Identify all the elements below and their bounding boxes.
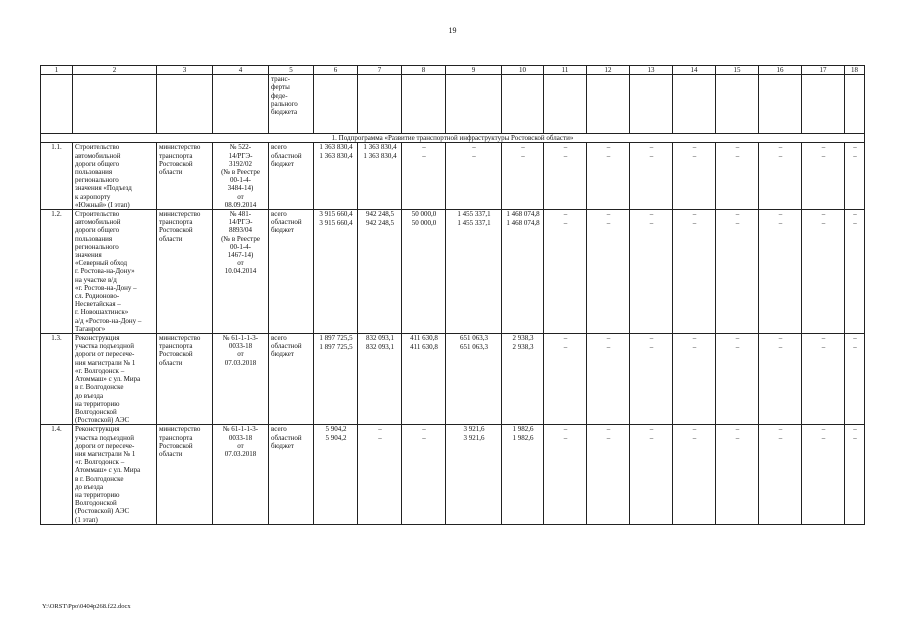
expertise-document (213, 143, 269, 210)
value-cell (402, 425, 446, 524)
header-cell (358, 75, 402, 134)
value-cell (673, 425, 716, 524)
value-total: – (649, 425, 654, 434)
value-cell (802, 143, 845, 210)
column-number-cell: 18 (845, 66, 865, 75)
value-total: – (692, 143, 697, 152)
executor (157, 334, 213, 425)
value-total: – (606, 143, 611, 152)
value-cell (759, 334, 802, 425)
cell-text: министерство транспорта Ростовской области (159, 425, 201, 458)
value-regional: – (563, 152, 568, 161)
value-regional: 5 904,2 (325, 434, 347, 443)
column-number-cell: 7 (358, 66, 402, 75)
header-cell (716, 75, 759, 134)
column-number-cell: 6 (314, 66, 358, 75)
value-total: – (853, 143, 857, 152)
value-cell (587, 334, 630, 425)
value-cell (502, 210, 544, 334)
value-total: – (778, 334, 783, 343)
value-cell (630, 425, 673, 524)
column-number-cell: 5 (269, 66, 314, 75)
value-regional: – (649, 434, 654, 443)
header-cell (157, 75, 213, 134)
value-regional: 1 455 337,1 (457, 219, 491, 228)
cell-text: министерство транспорта Ростовской области (159, 210, 201, 243)
value-regional: – (563, 434, 568, 443)
value-cell (314, 210, 358, 334)
column-number-cell: 3 (157, 66, 213, 75)
cell-text: 1.1. (51, 143, 62, 152)
executor (157, 210, 213, 334)
value-cell (446, 210, 502, 334)
header-cell (41, 75, 73, 134)
column-number-cell: 12 (587, 66, 630, 75)
value-cell (502, 143, 544, 210)
value-total: – (649, 210, 654, 219)
value-regional: 1 982,6 (512, 434, 534, 443)
value-regional: – (606, 343, 611, 352)
value-cell (759, 143, 802, 210)
value-total: – (472, 143, 476, 152)
header-cell (73, 75, 157, 134)
header-cell (314, 75, 358, 134)
column-number-cell: 10 (502, 66, 544, 75)
value-cell (716, 334, 759, 425)
value-cell (673, 334, 716, 425)
value-total: – (735, 425, 740, 434)
value-cell (446, 143, 502, 210)
header-cell (502, 75, 544, 134)
value-regional: – (853, 434, 857, 443)
value-total: – (422, 425, 426, 434)
value-regional: – (521, 152, 525, 161)
value-cell (845, 143, 865, 210)
column-number-cell: 9 (446, 66, 502, 75)
value-total: – (563, 143, 568, 152)
value-cell (544, 210, 587, 334)
value-regional: – (563, 219, 568, 228)
cell-text: № 61-1-1-3- 0033-18 от 07.03.2018 (222, 425, 259, 458)
value-total: 3 915 660,4 (319, 210, 353, 219)
cell-text: Реконструкция участка подъездной дороги от пересече- ния магистрали № 1 «г. Волгодонск – Атоммаш» с ул. Мира в г. Волгодонске до въезда на территорию Волгодонской (Ростовской) АЭС (75, 334, 141, 425)
value-regional: – (821, 343, 826, 352)
value-cell (673, 210, 716, 334)
value-regional: – (821, 434, 826, 443)
column-number-cell: 8 (402, 66, 446, 75)
cell-text: № 522- 14/РГЭ- 3192/02 (№ в Реестре 00-1-4- 3484-14) от 08.09.2014 (221, 143, 260, 209)
header-cell (446, 75, 502, 134)
column-number-cell: 16 (759, 66, 802, 75)
value-regional: – (649, 343, 654, 352)
source-total: всего (271, 334, 287, 343)
value-regional: – (778, 152, 783, 161)
source-total: всего (271, 425, 287, 434)
cell-text: 1.3. (51, 334, 62, 343)
value-cell (802, 334, 845, 425)
source-total: всего (271, 143, 287, 152)
value-regional: 50 000,0 (411, 219, 437, 228)
value-regional: 3 915 660,4 (319, 219, 353, 228)
value-regional: – (735, 434, 740, 443)
value-regional: – (649, 219, 654, 228)
value-cell (716, 210, 759, 334)
expertise-document (213, 210, 269, 334)
row-number (41, 334, 73, 425)
value-regional: – (821, 219, 826, 228)
value-cell (802, 425, 845, 524)
value-total: 942 248,5 (366, 210, 394, 219)
value-total: – (735, 210, 740, 219)
column-number-cell: 11 (544, 66, 587, 75)
value-cell (673, 143, 716, 210)
value-regional: 2 938,3 (512, 343, 534, 352)
header-cell (269, 75, 314, 134)
column-number-cell: 14 (673, 66, 716, 75)
value-total: – (853, 425, 857, 434)
value-regional: 1 363 830,4 (319, 152, 353, 161)
value-cell (716, 425, 759, 524)
value-cell (402, 143, 446, 210)
value-regional: 651 063,3 (460, 343, 488, 352)
header-cell (587, 75, 630, 134)
value-regional: – (606, 152, 611, 161)
expertise-document (213, 334, 269, 425)
value-cell (630, 210, 673, 334)
value-regional: 411 630,8 (410, 343, 438, 352)
header-cell (759, 75, 802, 134)
value-regional: – (606, 434, 611, 443)
source-regional-budget: областной бюджет (271, 218, 302, 235)
value-total: – (778, 143, 783, 152)
header-cell (213, 75, 269, 134)
value-total: – (649, 143, 654, 152)
value-regional: 832 093,1 (366, 343, 394, 352)
column-number-cell: 4 (213, 66, 269, 75)
value-total: 3 921,6 (463, 425, 485, 434)
value-total: – (606, 334, 611, 343)
cell-text: министерство транспорта Ростовской области (159, 334, 201, 367)
page-number: 19 (448, 26, 457, 35)
value-regional: – (735, 152, 740, 161)
value-total: – (606, 210, 611, 219)
value-cell (544, 143, 587, 210)
value-total: 1 455 337,1 (457, 210, 491, 219)
value-regional: – (472, 152, 476, 161)
column-number-row (41, 66, 865, 75)
value-total: – (422, 143, 426, 152)
cell-text: 1.2. (51, 210, 62, 219)
value-cell (358, 210, 402, 334)
value-regional: – (692, 219, 697, 228)
value-cell (587, 425, 630, 524)
column-number-cell: 15 (716, 66, 759, 75)
cell-text: № 61-1-1-3- 0033-18 от 07.03.2018 (222, 334, 259, 367)
value-regional: – (378, 434, 382, 443)
row-number (41, 210, 73, 334)
source-total: всего (271, 210, 287, 219)
column-number-cell: 1 (41, 66, 73, 75)
value-total: 1 363 830,4 (363, 143, 397, 152)
footer-file-path: Y:\ORST\Ppo\0404p268.f22.docx (42, 603, 131, 610)
value-cell (802, 210, 845, 334)
value-regional: – (778, 434, 783, 443)
value-cell (630, 143, 673, 210)
value-regional: – (735, 219, 740, 228)
value-total: – (378, 425, 382, 434)
value-regional: – (563, 343, 568, 352)
cell-text: транс- ферты феде- рального бюджета (271, 75, 298, 117)
header-cell (845, 75, 865, 134)
value-cell (845, 210, 865, 334)
value-total: 651 063,3 (460, 334, 488, 343)
value-regional: – (649, 152, 654, 161)
value-total: 5 904,2 (325, 425, 347, 434)
value-cell (759, 210, 802, 334)
funding-source (269, 425, 314, 524)
value-total: 832 093,1 (366, 334, 394, 343)
object-name (73, 334, 157, 425)
value-cell (314, 334, 358, 425)
value-regional: – (821, 152, 826, 161)
column-number-cell: 2 (73, 66, 157, 75)
value-total: – (692, 210, 697, 219)
source-regional-budget: областной бюджет (271, 151, 302, 168)
header-cell (630, 75, 673, 134)
value-cell (314, 425, 358, 524)
value-total: – (778, 210, 783, 219)
value-cell (502, 334, 544, 425)
value-regional: – (853, 343, 857, 352)
value-regional: – (422, 434, 426, 443)
value-regional: – (853, 219, 857, 228)
subprogram-title: 1. Подпрограмма «Развитие транспортной инфраструктуры Ростовской области» (41, 134, 865, 143)
table-row (41, 143, 865, 210)
value-cell (845, 334, 865, 425)
value-cell (358, 425, 402, 524)
value-regional: 3 921,6 (463, 434, 485, 443)
row-number (41, 143, 73, 210)
cell-text: Строительство автомобильной дороги общего пользования регионального значения «Подъезд к аэропорту «Южный» (I этап) (75, 143, 132, 209)
value-regional: 942 248,5 (366, 219, 394, 228)
value-total: – (821, 210, 826, 219)
value-cell (358, 334, 402, 425)
source-regional-budget: областной бюджет (271, 433, 302, 450)
value-cell (314, 143, 358, 210)
table-row (41, 210, 865, 334)
funding-source (269, 210, 314, 334)
value-regional: – (606, 219, 611, 228)
value-regional: – (692, 152, 697, 161)
subprogram-row (41, 134, 865, 143)
object-name (73, 210, 157, 334)
value-total: – (563, 210, 568, 219)
value-cell (544, 425, 587, 524)
header-cell (544, 75, 587, 134)
cell-text: министерство транспорта Ростовской области (159, 143, 201, 177)
value-total: – (853, 334, 857, 343)
value-regional: – (778, 219, 783, 228)
header-cell (802, 75, 845, 134)
value-total: 2 938,3 (512, 334, 534, 343)
cell-text: Строительство автомобильной дороги общего пользования регионального значения «Северный обход г. Ростова-на-Дону» на участке в/д «г. Ростов-на-Дону – сл. Родионово- Несветайская – г. Новошахтинск» а/д «Ростов-на-Дону – Таганрог» (75, 210, 142, 333)
executor (157, 425, 213, 524)
object-name (73, 425, 157, 524)
value-total: – (563, 334, 568, 343)
value-cell (446, 334, 502, 425)
source-regional-budget: областной бюджет (271, 342, 302, 359)
value-cell (358, 143, 402, 210)
cell-text: № 481- 14/РГЭ- 8893/04 (№ в Реестре 00-1-4- 1467-14) от 10.04.2014 (221, 210, 260, 276)
value-regional: – (853, 152, 857, 161)
value-total: – (821, 425, 826, 434)
funding-source (269, 143, 314, 210)
column-number-cell: 17 (802, 66, 845, 75)
table-row (41, 334, 865, 425)
value-regional: 1 363 830,4 (363, 152, 397, 161)
value-regional: – (692, 343, 697, 352)
value-total: – (563, 425, 568, 434)
value-regional: – (735, 343, 740, 352)
executor (157, 143, 213, 210)
value-total: – (735, 334, 740, 343)
cell-text: 1.4. (51, 425, 62, 434)
value-total: 411 630,8 (410, 334, 438, 343)
table-row (41, 425, 865, 524)
value-regional: – (778, 343, 783, 352)
value-total: – (692, 425, 697, 434)
value-cell (587, 143, 630, 210)
value-total: 50 000,0 (411, 210, 437, 219)
value-cell (446, 425, 502, 524)
value-regional: – (422, 152, 426, 161)
value-cell (630, 334, 673, 425)
value-total: 1 982,6 (512, 425, 534, 434)
value-total: – (778, 425, 783, 434)
cell-text: Реконструкция участка подъездной дороги от пересече- ния магистрали № 1 «г. Волгодонск – Атоммаш» с ул. Мира в г. Волгодонске до въезда на территорию Волгодонской (Ростовской) АЭС (1 этап) (75, 425, 141, 524)
value-total: – (692, 334, 697, 343)
header-cell (402, 75, 446, 134)
column-number-cell: 13 (630, 66, 673, 75)
value-total: 1 468 074,8 (506, 210, 540, 219)
funding-source (269, 334, 314, 425)
value-total: – (521, 143, 525, 152)
value-total: – (606, 425, 611, 434)
value-total: 1 363 830,4 (319, 143, 353, 152)
header-cell (673, 75, 716, 134)
value-cell (402, 210, 446, 334)
value-regional: – (692, 434, 697, 443)
value-regional: 1 897 725,5 (319, 343, 353, 352)
object-name (73, 143, 157, 210)
value-total: – (821, 334, 826, 343)
value-total: – (735, 143, 740, 152)
value-total: 1 897 725,5 (319, 334, 353, 343)
expertise-document (213, 425, 269, 524)
budget-table (40, 65, 865, 525)
value-cell (759, 425, 802, 524)
value-cell (502, 425, 544, 524)
value-regional: 1 468 074,8 (506, 219, 540, 228)
value-cell (587, 210, 630, 334)
value-cell (402, 334, 446, 425)
value-cell (845, 425, 865, 524)
value-total: – (821, 143, 826, 152)
value-total: – (649, 334, 654, 343)
value-cell (544, 334, 587, 425)
row-number (41, 425, 73, 524)
value-cell (716, 143, 759, 210)
value-total: – (853, 210, 857, 219)
header-continuation-row (41, 75, 865, 134)
